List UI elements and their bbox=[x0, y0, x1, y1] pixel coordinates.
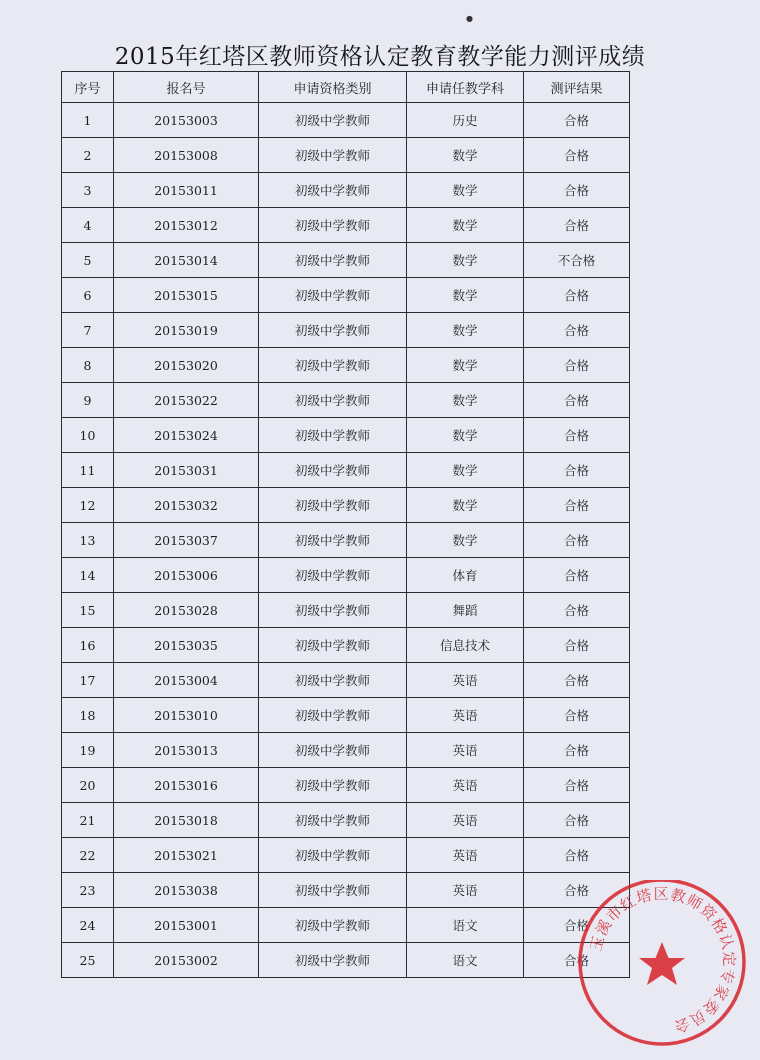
cell-result: 合格 bbox=[524, 418, 630, 453]
cell-index: 7 bbox=[62, 313, 114, 348]
cell-subject: 英语 bbox=[407, 733, 524, 768]
cell-registration-no: 20153002 bbox=[114, 943, 259, 978]
cell-qualification-type: 初级中学教师 bbox=[259, 453, 407, 488]
table-row bbox=[62, 593, 630, 628]
cell-result: 合格 bbox=[524, 523, 630, 558]
header-result: 测评结果 bbox=[524, 72, 630, 103]
table-row bbox=[62, 698, 630, 733]
cell-subject: 英语 bbox=[407, 838, 524, 873]
cell-index: 21 bbox=[62, 803, 114, 838]
header-registration-no: 报名号 bbox=[114, 72, 259, 103]
cell-registration-no: 20153012 bbox=[114, 208, 259, 243]
cell-result: 合格 bbox=[524, 383, 630, 418]
cell-result: 合格 bbox=[524, 908, 630, 943]
cell-registration-no: 20153037 bbox=[114, 523, 259, 558]
cell-qualification-type: 初级中学教师 bbox=[259, 208, 407, 243]
table-row bbox=[62, 383, 630, 418]
cell-qualification-type: 初级中学教师 bbox=[259, 803, 407, 838]
table-row bbox=[62, 943, 630, 978]
cell-index: 24 bbox=[62, 908, 114, 943]
cell-qualification-type: 初级中学教师 bbox=[259, 593, 407, 628]
cell-result: 合格 bbox=[524, 698, 630, 733]
cell-subject: 数学 bbox=[407, 453, 524, 488]
cell-registration-no: 20153035 bbox=[114, 628, 259, 663]
cell-registration-no: 20153019 bbox=[114, 313, 259, 348]
cell-registration-no: 20153008 bbox=[114, 138, 259, 173]
cell-index: 3 bbox=[62, 173, 114, 208]
cell-result: 合格 bbox=[524, 663, 630, 698]
cell-subject: 英语 bbox=[407, 663, 524, 698]
cell-index: 16 bbox=[62, 628, 114, 663]
cell-registration-no: 20153018 bbox=[114, 803, 259, 838]
cell-result: 合格 bbox=[524, 873, 630, 908]
cell-index: 23 bbox=[62, 873, 114, 908]
cell-subject: 数学 bbox=[407, 173, 524, 208]
cell-result: 合格 bbox=[524, 348, 630, 383]
cell-registration-no: 20153031 bbox=[114, 453, 259, 488]
cell-result: 合格 bbox=[524, 628, 630, 663]
table-row bbox=[62, 628, 630, 663]
table-row bbox=[62, 663, 630, 698]
cell-result: 合格 bbox=[524, 173, 630, 208]
cell-registration-no: 20153028 bbox=[114, 593, 259, 628]
official-seal bbox=[562, 880, 760, 1060]
cell-subject: 舞蹈 bbox=[407, 593, 524, 628]
cell-qualification-type: 初级中学教师 bbox=[259, 313, 407, 348]
table-row bbox=[62, 908, 630, 943]
cell-qualification-type: 初级中学教师 bbox=[259, 243, 407, 278]
header-subject: 申请任教学科 bbox=[407, 72, 524, 103]
cell-result: 合格 bbox=[524, 593, 630, 628]
cell-result: 不合格 bbox=[524, 243, 630, 278]
cell-registration-no: 20153013 bbox=[114, 733, 259, 768]
cell-index: 4 bbox=[62, 208, 114, 243]
cell-subject: 英语 bbox=[407, 873, 524, 908]
cell-qualification-type: 初级中学教师 bbox=[259, 348, 407, 383]
table-row bbox=[62, 103, 630, 138]
cell-result: 合格 bbox=[524, 558, 630, 593]
cell-subject: 英语 bbox=[407, 803, 524, 838]
cell-qualification-type: 初级中学教师 bbox=[259, 838, 407, 873]
cell-registration-no: 20153021 bbox=[114, 838, 259, 873]
cell-qualification-type: 初级中学教师 bbox=[259, 628, 407, 663]
table-row bbox=[62, 733, 630, 768]
cell-qualification-type: 初级中学教师 bbox=[259, 383, 407, 418]
cell-qualification-type: 初级中学教师 bbox=[259, 138, 407, 173]
cell-subject: 英语 bbox=[407, 698, 524, 733]
table-row bbox=[62, 873, 630, 908]
cell-registration-no: 20153003 bbox=[114, 103, 259, 138]
cell-registration-no: 20153020 bbox=[114, 348, 259, 383]
cell-qualification-type: 初级中学教师 bbox=[259, 173, 407, 208]
cell-qualification-type: 初级中学教师 bbox=[259, 523, 407, 558]
cell-index: 6 bbox=[62, 278, 114, 313]
cell-registration-no: 20153004 bbox=[114, 663, 259, 698]
header-row bbox=[62, 72, 630, 103]
table-body bbox=[62, 103, 630, 978]
cell-subject: 数学 bbox=[407, 138, 524, 173]
cell-qualification-type: 初级中学教师 bbox=[259, 873, 407, 908]
table-row bbox=[62, 348, 630, 383]
cell-subject: 体育 bbox=[407, 558, 524, 593]
cell-index: 20 bbox=[62, 768, 114, 803]
cell-index: 25 bbox=[62, 943, 114, 978]
cell-result: 合格 bbox=[524, 943, 630, 978]
header-qualification-type: 申请资格类别 bbox=[259, 72, 407, 103]
cell-registration-no: 20153001 bbox=[114, 908, 259, 943]
cell-registration-no: 20153024 bbox=[114, 418, 259, 453]
cell-subject: 英语 bbox=[407, 768, 524, 803]
table-row bbox=[62, 558, 630, 593]
table-row bbox=[62, 138, 630, 173]
table-row bbox=[62, 768, 630, 803]
cell-index: 12 bbox=[62, 488, 114, 523]
cell-subject: 数学 bbox=[407, 243, 524, 278]
cell-result: 合格 bbox=[524, 733, 630, 768]
scan-mark: ● bbox=[466, 14, 473, 23]
table-row bbox=[62, 838, 630, 873]
cell-index: 8 bbox=[62, 348, 114, 383]
table-row bbox=[62, 453, 630, 488]
cell-qualification-type: 初级中学教师 bbox=[259, 103, 407, 138]
table-row bbox=[62, 418, 630, 453]
cell-registration-no: 20153038 bbox=[114, 873, 259, 908]
cell-index: 14 bbox=[62, 558, 114, 593]
cell-qualification-type: 初级中学教师 bbox=[259, 908, 407, 943]
results-table bbox=[61, 71, 630, 978]
table-row bbox=[62, 243, 630, 278]
cell-subject: 数学 bbox=[407, 383, 524, 418]
cell-index: 10 bbox=[62, 418, 114, 453]
cell-qualification-type: 初级中学教师 bbox=[259, 733, 407, 768]
cell-index: 22 bbox=[62, 838, 114, 873]
cell-qualification-type: 初级中学教师 bbox=[259, 418, 407, 453]
cell-registration-no: 20153015 bbox=[114, 278, 259, 313]
cell-result: 合格 bbox=[524, 453, 630, 488]
cell-qualification-type: 初级中学教师 bbox=[259, 278, 407, 313]
cell-registration-no: 20153011 bbox=[114, 173, 259, 208]
cell-result: 合格 bbox=[524, 103, 630, 138]
cell-subject: 历史 bbox=[407, 103, 524, 138]
cell-result: 合格 bbox=[524, 208, 630, 243]
cell-subject: 数学 bbox=[407, 418, 524, 453]
cell-subject: 数学 bbox=[407, 313, 524, 348]
cell-index: 17 bbox=[62, 663, 114, 698]
cell-qualification-type: 初级中学教师 bbox=[259, 768, 407, 803]
cell-registration-no: 20153010 bbox=[114, 698, 259, 733]
cell-result: 合格 bbox=[524, 768, 630, 803]
table-row bbox=[62, 208, 630, 243]
cell-result: 合格 bbox=[524, 488, 630, 523]
cell-qualification-type: 初级中学教师 bbox=[259, 488, 407, 523]
seal-text: 玉溪市红塔区教师资格认定专家委员会 bbox=[586, 884, 739, 1036]
cell-index: 11 bbox=[62, 453, 114, 488]
cell-registration-no: 20153016 bbox=[114, 768, 259, 803]
cell-index: 13 bbox=[62, 523, 114, 558]
page-title: 2015年红塔区教师资格认定教育教学能力测评成绩 bbox=[114, 44, 646, 70]
cell-subject: 数学 bbox=[407, 523, 524, 558]
cell-index: 9 bbox=[62, 383, 114, 418]
cell-subject: 数学 bbox=[407, 278, 524, 313]
cell-subject: 语文 bbox=[407, 943, 524, 978]
table-row bbox=[62, 803, 630, 838]
table-row bbox=[62, 313, 630, 348]
cell-index: 18 bbox=[62, 698, 114, 733]
table-row bbox=[62, 173, 630, 208]
cell-index: 1 bbox=[62, 103, 114, 138]
cell-qualification-type: 初级中学教师 bbox=[259, 558, 407, 593]
cell-index: 19 bbox=[62, 733, 114, 768]
table-row bbox=[62, 488, 630, 523]
cell-subject: 数学 bbox=[407, 208, 524, 243]
cell-result: 合格 bbox=[524, 138, 630, 173]
cell-result: 合格 bbox=[524, 838, 630, 873]
cell-qualification-type: 初级中学教师 bbox=[259, 943, 407, 978]
cell-registration-no: 20153014 bbox=[114, 243, 259, 278]
cell-subject: 语文 bbox=[407, 908, 524, 943]
table-row bbox=[62, 523, 630, 558]
cell-result: 合格 bbox=[524, 803, 630, 838]
header-index: 序号 bbox=[62, 72, 114, 103]
cell-subject: 数学 bbox=[407, 488, 524, 523]
star-icon bbox=[639, 942, 685, 985]
cell-subject: 数学 bbox=[407, 348, 524, 383]
cell-result: 合格 bbox=[524, 278, 630, 313]
cell-index: 5 bbox=[62, 243, 114, 278]
cell-qualification-type: 初级中学教师 bbox=[259, 698, 407, 733]
cell-index: 2 bbox=[62, 138, 114, 173]
cell-qualification-type: 初级中学教师 bbox=[259, 663, 407, 698]
cell-registration-no: 20153032 bbox=[114, 488, 259, 523]
cell-index: 15 bbox=[62, 593, 114, 628]
cell-registration-no: 20153006 bbox=[114, 558, 259, 593]
cell-registration-no: 20153022 bbox=[114, 383, 259, 418]
cell-result: 合格 bbox=[524, 313, 630, 348]
cell-subject: 信息技术 bbox=[407, 628, 524, 663]
table-row bbox=[62, 278, 630, 313]
